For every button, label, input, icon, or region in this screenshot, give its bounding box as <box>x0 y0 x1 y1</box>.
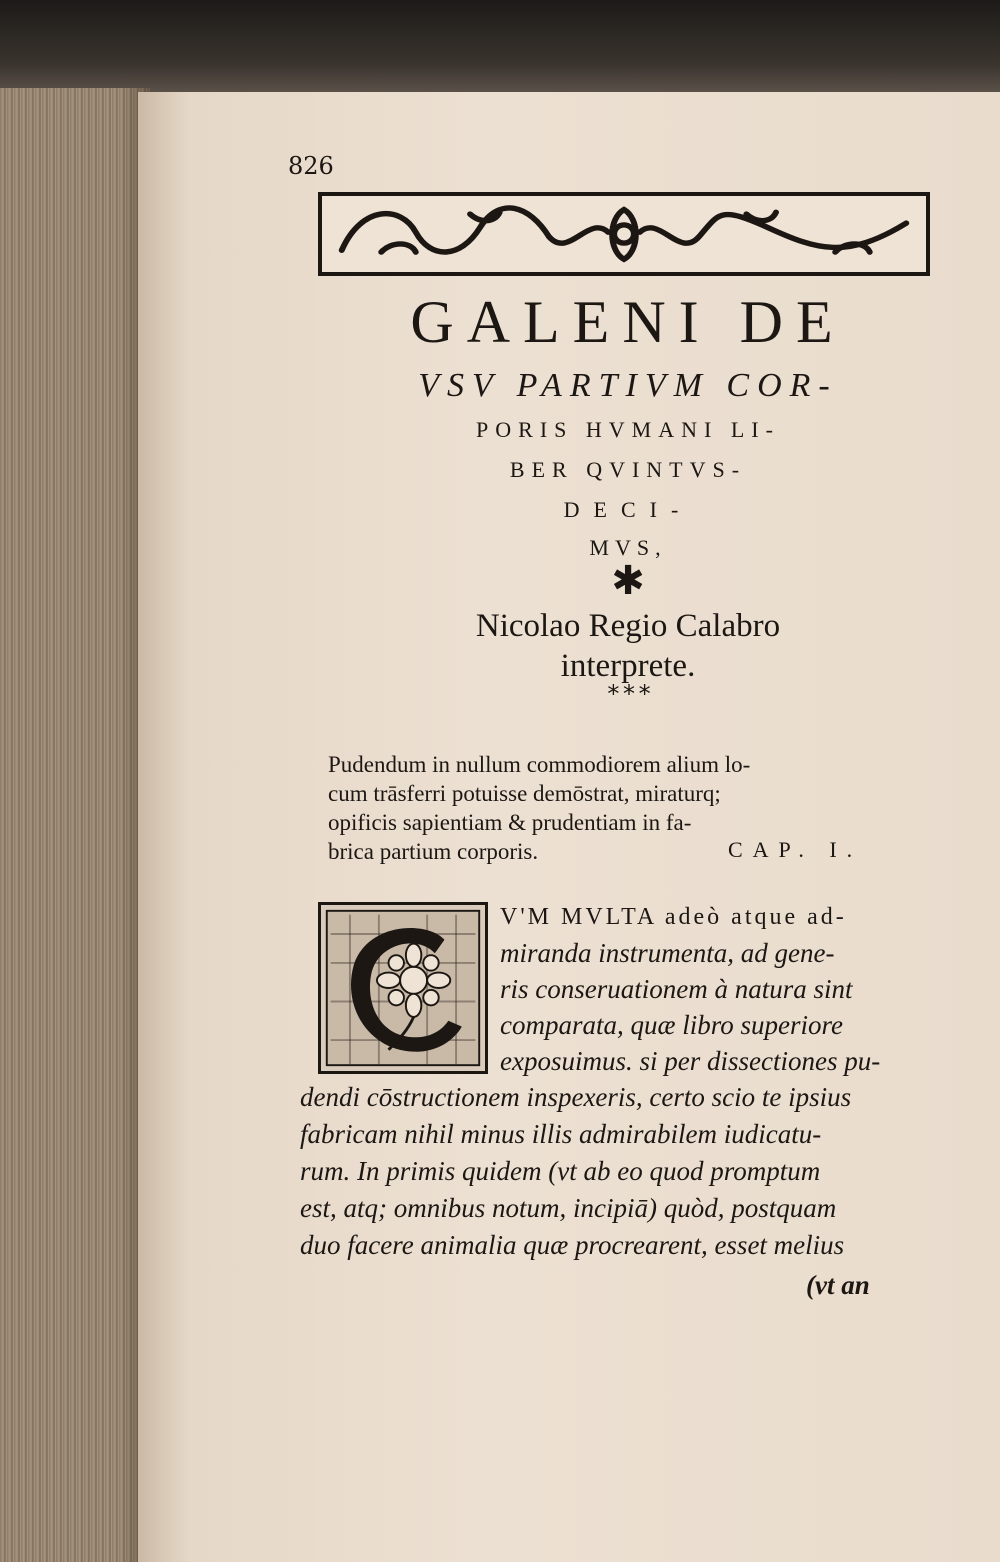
floral-initial-icon <box>321 905 485 1071</box>
body-line: dendi cōstructionem inspexeris, certo scio te ipsius <box>300 1082 852 1112</box>
body-line: est, atq; omnibus notum, incipiā) quòd, postquam <box>300 1193 837 1223</box>
summary-line: opificis sapientiam & prudentiam in fa- <box>328 810 692 835</box>
ornamental-headpiece <box>318 192 930 276</box>
page-number: 826 <box>288 152 334 180</box>
body-line <box>500 904 847 931</box>
body-line: miranda instrumenta, ad gene- <box>500 938 835 968</box>
interpreter-line-1: Nicolao Regio Calabro <box>475 608 781 644</box>
summary-line: Pudendum in nullum commodiorem alium lo- <box>328 752 751 777</box>
book-page <box>138 92 1000 1562</box>
interpreter-credit <box>318 606 938 686</box>
body-line: ris conseruationem à natura sint <box>500 974 853 1004</box>
body-line: comparata, quæ libro superiore <box>500 1010 843 1040</box>
body-line: rum. In primis quidem (vt ab eo quod promptum <box>300 1156 821 1186</box>
title-main: GALENI DE <box>410 289 846 355</box>
page-edges <box>0 88 150 1562</box>
title-line-3: BER QVINTVS- <box>509 457 747 482</box>
body-line-text: V'M MVLTA adeò atque ad- <box>500 904 847 930</box>
catchword: (vt an <box>806 1270 870 1300</box>
title-line-4: DECI- <box>563 497 693 522</box>
decorated-initial <box>318 902 488 1074</box>
scroll-ornament-icon <box>322 196 926 272</box>
title-line-1: VSV PARTIVM COR- <box>418 367 838 404</box>
asterisk-ornament: ✱ <box>611 558 645 604</box>
body-line: exposuimus. si per dissectiones pu- <box>500 1046 881 1076</box>
interpreter-line-2: interprete. <box>560 648 696 684</box>
binding-top <box>0 0 1000 92</box>
summary-line: cum trāsferri potuisse demōstrat, miraturq; <box>328 781 721 806</box>
asterism-ornament: * * * <box>607 680 649 708</box>
body-line: fabricam nihil minus illis admirabilem iudicatu- <box>300 1119 822 1149</box>
title-line-5: MVS, <box>589 535 667 560</box>
body-line: duo facere animalia quæ procrearent, esset melius <box>300 1230 845 1260</box>
title-line-2: PORIS HVMANI LI- <box>476 417 780 442</box>
summary-line: brica partium corporis. <box>328 839 539 864</box>
chapter-label: CAP. I. <box>728 837 863 862</box>
